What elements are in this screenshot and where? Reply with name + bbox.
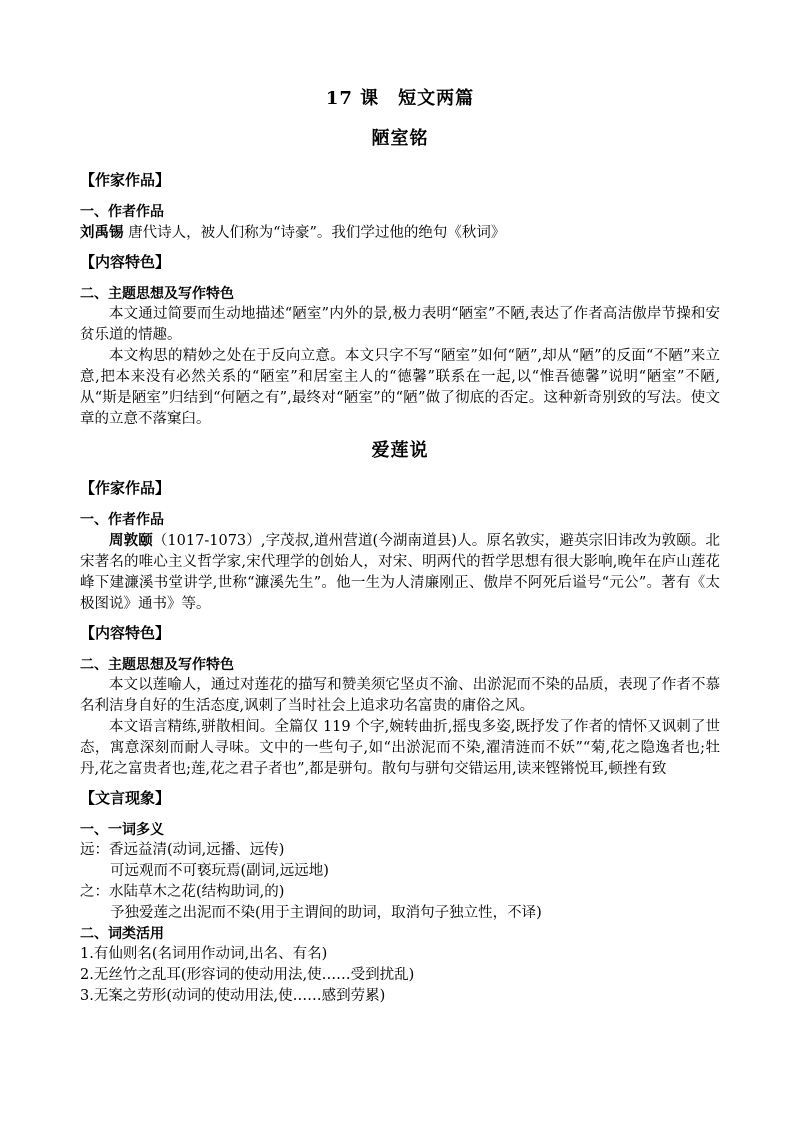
paragraph-1: 本文通过简要而生动地描述“陋室”内外的景,极力表明“陋室”不陋,表达了作者高洁傲岸节操和安贫乐道的情趣。 <box>80 306 720 343</box>
pos-item-2: 2.无丝竹之乱耳(形容词的使动用法,使……受到扰乱) <box>80 967 415 983</box>
paragraph-3: 本文以莲喻人，通过对莲花的描写和赞美须它坚贞不渝、出淤泥而不染的品质，表现了作者不慕名利洁身自好的生活态度,讽刺了当时社会上追求功名富贵的庸俗之风。 <box>80 677 720 714</box>
text2-title: 爱莲说 <box>371 440 429 461</box>
author-line-1 <box>80 222 720 244</box>
heading-polysemy: 一、一词多义 <box>80 822 164 838</box>
paragraph-4: 本文语言精练,骈散相间。全篇仅 119 个字,婉转曲折,摇曳多姿,既抒发了作者的情怀又讽刺了世态，寓意深刻而耐人寻味。文中的一些句子,如“出淤泥而不染,濯清涟而不妖”“菊,花之隐逸者也;牡丹,花之富贵者也;莲,花之君子者也”,都是骈句。散句与骈句交错运用,读来铿锵悦耳,顿挫有致 <box>80 719 720 777</box>
author-name-2: 周敦颐 <box>109 532 153 549</box>
section-author-works-2: 【作家作品】 <box>80 479 171 497</box>
polysemy-zhi-1: 之：水陆草木之花(结构助词,的) <box>80 884 285 900</box>
text1-title: 陋室铭 <box>371 128 429 149</box>
paragraph-2: 本文构思的精妙之处在于反向立意。本文只字不写“陋室”如何“陋”,却从“陋”的反面“不陋”来立意,把本来没有必然关系的“陋室”和居室主人的“德馨”联系在一起,以“惟吾德馨”说明“陋室”不陋,从“斯是陋室”归结到“何陋之有”,最终对“陋室”的“陋”做了彻底的否定。这种新奇别致的写法。使文章的立意不落窠臼。 <box>80 348 720 427</box>
document-page <box>80 86 720 1007</box>
polysemy-zhi-2: 予独爱莲之出泥而不染(用于主谓间的助词，取消句子独立性，不译) <box>110 905 542 921</box>
author-name-1: 刘禹锡 <box>80 224 124 241</box>
author-desc-1: 唐代诗人，被人们称为“诗豪”。我们学过他的绝句《秋词》 <box>123 225 506 241</box>
heading-author-works-2: 一、作者作品 <box>80 512 164 528</box>
section-author-works-1: 【作家作品】 <box>80 171 171 189</box>
section-classical-phenomena: 【文言现象】 <box>80 789 171 807</box>
pos-item-1: 1.有仙则名(名词用作动词,出名、有名) <box>80 946 328 962</box>
polysemy-yuan-1: 远：香远益清(动词,远播、远传) <box>80 842 285 858</box>
heading-theme-1: 二、主题思想及写作特色 <box>80 286 234 302</box>
heading-theme-2: 二、主题思想及写作特色 <box>80 657 234 673</box>
section-content-1: 【内容特色】 <box>80 253 171 271</box>
heading-author-works-1: 一、作者作品 <box>80 204 164 220</box>
pos-item-3: 3.无案之劳形(动词的使动用法,使……感到劳累) <box>80 988 386 1004</box>
polysemy-yuan-2: 可远观而不可亵玩焉(副词,远远地) <box>110 863 329 879</box>
author-desc-2: （1017-1073）,字茂叔,道州营道(今湖南道县)人。原名敦实，避英宗旧讳改为敦颐。北宋著名的唯心主义哲学家,宋代理学的创始人，对宋、明两代的哲学思想有很大影响,晚年在庐山莲花峰下建濂溪书堂讲学,世称“濂溪先生”。他一生为人清廉刚正、傲岸不阿死后谥号“元公”。著有《太极图说》通书》等。 <box>80 533 720 612</box>
lesson-title: 17 课 短文两篇 <box>325 88 475 109</box>
heading-part-of-speech: 二、词类活用 <box>80 926 164 942</box>
author-paragraph-2 <box>80 530 720 615</box>
section-content-2: 【内容特色】 <box>80 624 171 642</box>
